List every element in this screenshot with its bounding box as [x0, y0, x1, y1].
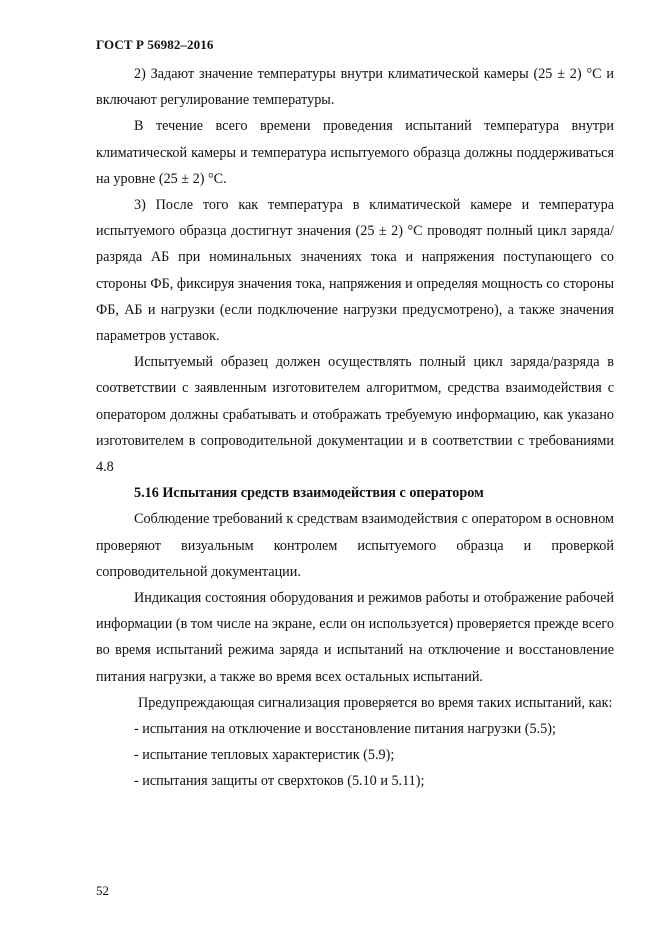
- paragraph-indication: Индикация состояния оборудования и режимов работы и отображение рабочей информации (в том числе на экране, если он используется) проверяется прежде всего во время испытаний режима заряда и испытаний на отключение и восстановление питания нагрузки, а также во время всех остальных испытаний.: [96, 590, 614, 685]
- page-number: 52: [96, 883, 109, 898]
- list-item: - испытания защиты от сверхтоков (5.10 и 5.11);: [134, 773, 425, 790]
- paragraph-full-cycle: Испытуемый образец должен осуществлять полный цикл заряда/разряда в соответствии с заявленным изготовителем алгоритмом, средства взаимодействия с оператором должны срабатывать и отображать требуемую информацию, как указано изготовителем в сопроводительной документации и в соответствии с требованиями 4.8: [96, 354, 614, 476]
- paragraph-warning-signal: Предупреждающая сигнализация проверяется во время таких испытаний, как:: [138, 694, 613, 711]
- paragraph-step-2: 2) Задают значение температуры внутри климатической камеры (25 ± 2) °С и включают регулирование температуры.: [96, 66, 614, 109]
- list-item: - испытание тепловых характеристик (5.9);: [134, 747, 395, 764]
- page-body: [96, 61, 614, 795]
- standard-header: ГОСТ Р 56982–2016: [96, 37, 214, 52]
- paragraph-temperature-maintenance: В течение всего времени проведения испытаний температура внутри климатической камеры и температура испытуемого образца должны поддерживаться на уровне (25 ± 2) °С.: [96, 118, 614, 187]
- paragraph-visual-control: Соблюдение требований к средствам взаимодействия с оператором в основном проверяют визуальным контролем испытуемого образца и проверкой сопроводительной документации.: [96, 511, 614, 580]
- list-item: - испытания на отключение и восстановление питания нагрузки (5.5);: [134, 721, 556, 738]
- section-heading: 5.16 Испытания средств взаимодействия с оператором: [134, 485, 484, 502]
- paragraph-step-3: 3) После того как температура в климатической камере и температура испытуемого образца достигнут значения (25 ± 2) °С проводят полный цикл заряда/разряда АБ при номинальных значениях тока и напряжения поступающего со стороны ФБ, фиксируя значения тока, напряжения и определяя мощность со стороны ФБ, АБ и нагрузки (если подключение нагрузки предусмотрено), а также значения параметров уставок.: [96, 197, 614, 345]
